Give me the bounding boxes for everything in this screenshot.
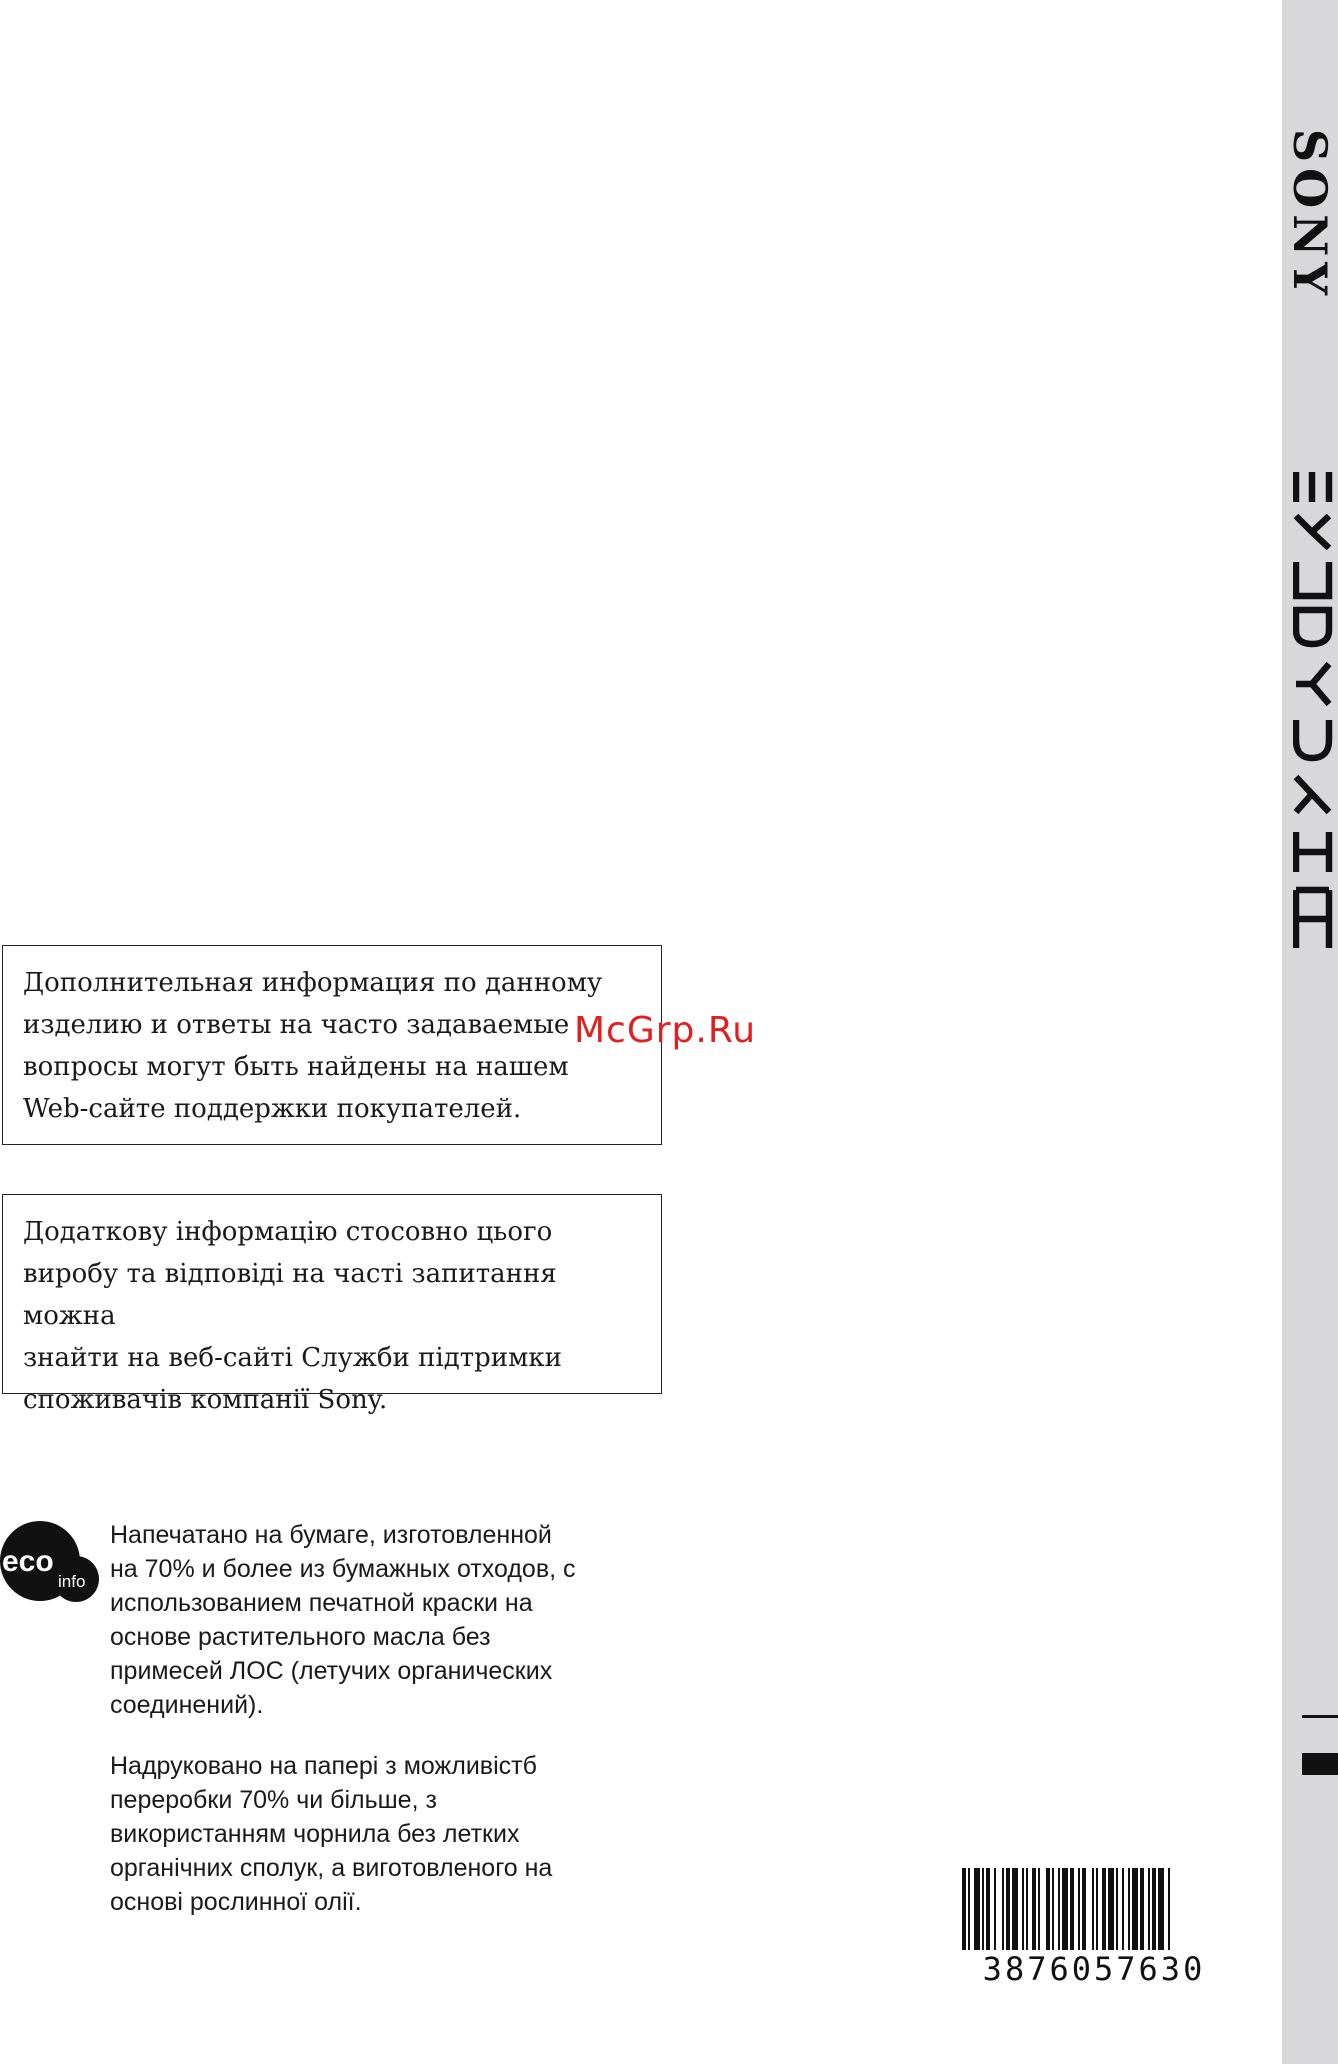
sony-logo-text: SONY <box>1283 128 1337 302</box>
barcode-bar <box>1062 1868 1068 1950</box>
info-box-russian <box>2 945 662 1145</box>
barcode-bar <box>982 1868 984 1950</box>
eco-note-line: органічних сполук, а виготовленого на <box>110 1854 553 1882</box>
watermark-text: McGrp.Ru <box>574 1010 757 1051</box>
eco-note-line: соединений). <box>110 1691 264 1719</box>
barcode-bar <box>1022 1868 1024 1950</box>
barcode-bar <box>1032 1868 1036 1950</box>
info-box-ukrainian <box>2 1194 662 1415</box>
barcode-bar <box>1102 1868 1106 1950</box>
barcode-bar <box>1026 1868 1028 1950</box>
eco-logo-main-text: eco <box>2 1545 54 1578</box>
eco-note-line: переробки 70% чи більше, з <box>110 1786 437 1814</box>
info-box-line: Web-сайте поддержки покупателей. <box>23 1094 522 1124</box>
barcode-bar <box>1070 1868 1074 1950</box>
barcode-bar <box>1078 1868 1080 1950</box>
barcode-bar <box>1046 1868 1050 1950</box>
info-box-line: изделию и ответы на часто задаваемые <box>23 1010 570 1040</box>
eco-note-line: основе растительного масла без <box>110 1623 491 1651</box>
barcode-bar <box>986 1868 990 1950</box>
eco-note-line: примесей ЛОС (летучих органических <box>110 1657 553 1685</box>
barcode-bar <box>1116 1868 1118 1950</box>
barcode-bar <box>1108 1868 1114 1950</box>
eco-info-icon <box>0 1520 100 1602</box>
barcode-bar <box>1092 1868 1094 1950</box>
eco-note-line: Напечатано на бумаге, изготовленной <box>110 1521 552 1549</box>
eco-note-line: основі рослинної олії. <box>110 1888 362 1916</box>
info-box-line: споживачів компанії Sony. <box>23 1385 388 1415</box>
barcode-bar <box>1082 1868 1086 1950</box>
barcode-number: 3876057630 <box>982 1950 1206 1988</box>
barcode-bar <box>1122 1868 1124 1950</box>
barcode-bar <box>1096 1868 1098 1950</box>
handycam-logo <box>1293 472 1333 950</box>
eco-logo-sub-text: info <box>58 1572 86 1591</box>
barcode-bar <box>1140 1868 1144 1950</box>
barcode-bar <box>1002 1868 1004 1950</box>
barcode-bar <box>1006 1868 1010 1950</box>
barcode-bar <box>1052 1868 1054 1950</box>
barcode-bar <box>1012 1868 1018 1950</box>
info-box-line: виробу та відповіді на часті запитання можна <box>23 1259 557 1331</box>
info-box-line: Дополнительная информация по данному <box>23 968 603 998</box>
barcode-bar <box>1158 1868 1164 1950</box>
barcode-bar <box>1148 1868 1150 1950</box>
eco-note-line: на 70% и более из бумажных отходов, с <box>110 1555 576 1583</box>
spine-marker <box>1302 1715 1338 1775</box>
eco-note-line: використанням чорнила без летких <box>110 1820 520 1848</box>
barcode-bar <box>968 1868 970 1950</box>
sony-logo <box>1283 105 1337 325</box>
info-box-line: Додаткову інформацію стосовно цього <box>23 1217 553 1247</box>
eco-note-line: Надруковано на папері з можливістб <box>110 1752 537 1780</box>
barcode-bar <box>1152 1868 1156 1950</box>
barcode-bar <box>994 1868 996 1950</box>
barcode-bar <box>1168 1868 1170 1950</box>
barcode-bar <box>1128 1868 1130 1950</box>
eco-note-line: использованием печатной краски на <box>110 1589 533 1617</box>
barcode-bar <box>1038 1868 1040 1950</box>
barcode-bar <box>974 1868 980 1950</box>
barcode-bar <box>1058 1868 1060 1950</box>
barcode-bar <box>962 1868 966 1950</box>
info-box-line: знайти на веб-сайті Служби підтримки <box>23 1343 562 1373</box>
info-box-line: вопросы могут быть найдены на нашем <box>23 1052 569 1082</box>
eco-note-russian <box>110 1518 670 1722</box>
barcode-image <box>962 1868 1226 1950</box>
barcode-bar <box>1132 1868 1138 1950</box>
eco-note-ukrainian <box>110 1749 670 1919</box>
